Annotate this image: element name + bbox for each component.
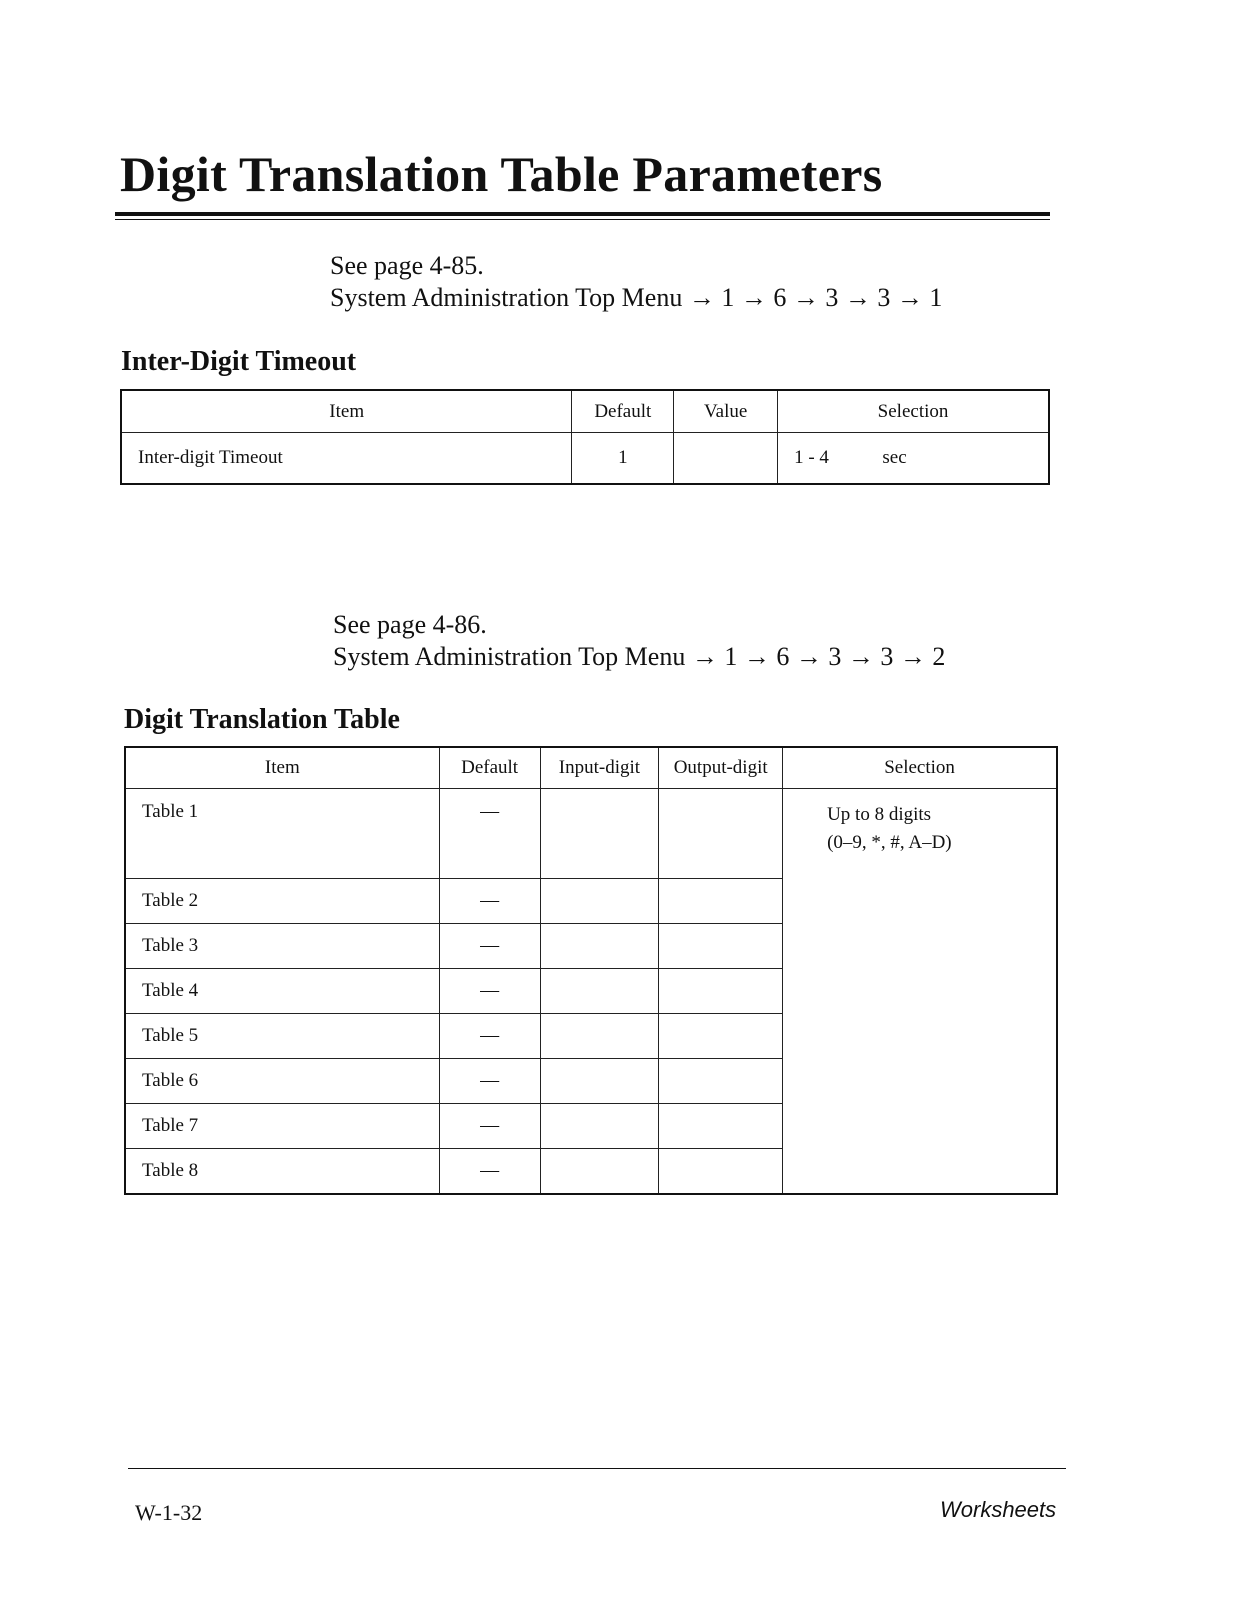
input-digit-cell[interactable] [540, 924, 659, 969]
output-digit-cell[interactable] [659, 789, 783, 879]
digit-translation-table [124, 746, 1058, 1195]
table-header-row [125, 747, 1057, 789]
output-digit-cell[interactable] [659, 879, 783, 924]
selection-range: 1 - 4 [794, 447, 829, 468]
menu-path: System Administration Top Menu → 1 → 6 → 3 → 3 → 1 [330, 283, 943, 312]
title-rule-thin [115, 219, 1050, 220]
item-cell: Table 1 [125, 789, 439, 879]
selection-line: Up to 8 digits [827, 804, 932, 825]
item-cell: Table 8 [125, 1149, 439, 1195]
default-cell: — [439, 1104, 540, 1149]
item-cell: Table 7 [125, 1104, 439, 1149]
page-number: W-1-32 [135, 1500, 203, 1525]
input-digit-cell[interactable] [540, 879, 659, 924]
section-heading-digit-translation-table: Digit Translation Table [124, 704, 400, 735]
input-digit-cell[interactable] [540, 789, 659, 879]
default-cell: 1 [572, 433, 674, 485]
output-digit-cell[interactable] [659, 924, 783, 969]
default-cell: — [439, 1059, 540, 1104]
inter-digit-timeout-table [120, 389, 1050, 485]
footer-section-name: Worksheets [940, 1497, 1057, 1522]
input-digit-cell[interactable] [540, 1059, 659, 1104]
input-digit-cell[interactable] [540, 1014, 659, 1059]
column-header: Selection [778, 390, 1049, 433]
column-header: Default [572, 390, 674, 433]
input-digit-cell[interactable] [540, 1149, 659, 1195]
default-cell: — [439, 1014, 540, 1059]
column-header: Selection [783, 747, 1057, 789]
default-cell: — [439, 924, 540, 969]
output-digit-cell[interactable] [659, 1014, 783, 1059]
menu-path: System Administration Top Menu → 1 → 6 → 3 → 3 → 2 [333, 642, 946, 671]
default-cell: — [439, 789, 540, 879]
table-row [121, 433, 1049, 485]
input-digit-cell[interactable] [540, 969, 659, 1014]
item-cell: Table 2 [125, 879, 439, 924]
selection-cell [783, 789, 1057, 1195]
default-cell: — [439, 879, 540, 924]
page-title: Digit Translation Table Parameters [120, 146, 883, 202]
column-header: Item [121, 390, 572, 433]
column-header: Input-digit [540, 747, 659, 789]
item-cell: Table 5 [125, 1014, 439, 1059]
output-digit-cell[interactable] [659, 969, 783, 1014]
see-page-reference: See page 4-86. [333, 610, 487, 639]
item-cell: Table 4 [125, 969, 439, 1014]
output-digit-cell[interactable] [659, 1149, 783, 1195]
column-header: Value [674, 390, 778, 433]
output-digit-cell[interactable] [659, 1059, 783, 1104]
default-cell: — [439, 1149, 540, 1195]
section-heading-inter-digit-timeout: Inter-Digit Timeout [121, 346, 357, 377]
column-header: Default [439, 747, 540, 789]
selection-cell [778, 433, 1049, 485]
title-rule [115, 212, 1050, 216]
value-cell[interactable] [674, 433, 778, 485]
output-digit-cell[interactable] [659, 1104, 783, 1149]
item-cell: Inter-digit Timeout [121, 433, 572, 485]
column-header: Output-digit [659, 747, 783, 789]
item-cell: Table 3 [125, 924, 439, 969]
selection-unit: sec [882, 447, 907, 468]
see-page-reference: See page 4-85. [330, 251, 484, 280]
item-cell: Table 6 [125, 1059, 439, 1104]
column-header: Item [125, 747, 439, 789]
footer-rule [128, 1468, 1066, 1469]
table-header-row [121, 390, 1049, 433]
table-row [125, 789, 1057, 879]
default-cell: — [439, 969, 540, 1014]
selection-line: (0–9, *, #, A–D) [827, 832, 952, 853]
input-digit-cell[interactable] [540, 1104, 659, 1149]
